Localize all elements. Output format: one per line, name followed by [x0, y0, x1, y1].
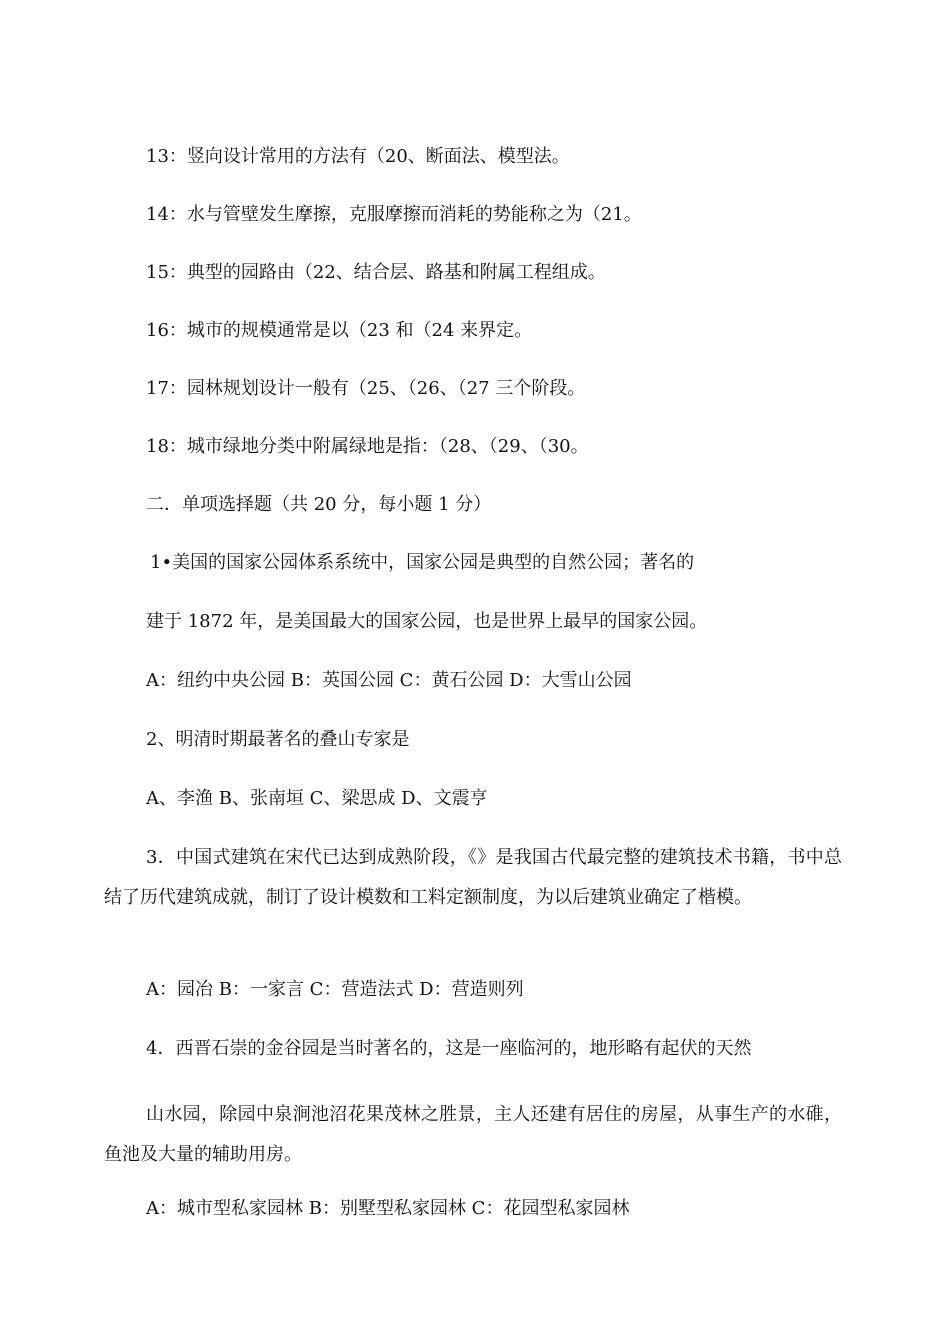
- question-1-stem: 1•美国的国家公园体系系统中，国家公园是典型的自然公园；著名的: [150, 552, 695, 573]
- question-3-stem: 3．中国式建筑在宋代已达到成熟阶段，《》是我国古代最完整的建筑技术书籍，书中总结了历代建筑成就，制订了设计模数和工料定额制度，为以后建筑业确定了楷模。: [104, 847, 842, 908]
- question-4-options: A：城市型私家园林 B：别墅型私家园林 C：花园型私家园林: [146, 1198, 630, 1219]
- section-title: 二．单项选择题（共 20 分，每小题 1 分）: [146, 494, 492, 515]
- fill-blank-15: 15：典型的园路由（22、结合层、路基和附属工程组成。: [146, 262, 606, 283]
- fill-blank-16: 16：城市的规模通常是以（23 和（24 来界定。: [146, 320, 533, 341]
- question-4-stem-continued: 山水园，除园中泉涧池沼花果茂林之胜景，主人还建有居住的房屋，从事生产的水碓，鱼池及大量的辅助用房。: [104, 1104, 842, 1165]
- question-1-stem-continued: 建于 1872 年，是美国最大的国家公园，也是世界上最早的国家公园。: [146, 611, 708, 632]
- question-4-stem: 4．西晋石崇的金谷园是当时著名的，这是一座临河的，地形略有起伏的天然: [146, 1038, 752, 1059]
- question-3-options: A：园冶 B：一家言 C：营造法式 D：营造则列: [146, 979, 524, 1000]
- fill-blank-14: 14：水与管壁发生摩擦，克服摩擦而消耗的势能称之为（21。: [146, 204, 642, 225]
- question-2-options: A、李渔 B、张南垣 C、梁思成 D、文震亨: [146, 788, 488, 809]
- question-1-options: A：纽约中央公园 B：英国公园 C：黄石公园 D：大雪山公园: [146, 670, 632, 691]
- fill-blank-13: 13：竖向设计常用的方法有（20、断面法、模型法。: [146, 146, 570, 167]
- fill-blank-17: 17：园林规划设计一般有（25、（26、（27 三个阶段。: [146, 378, 586, 399]
- question-2-stem: 2、明清时期最著名的叠山专家是: [146, 729, 410, 750]
- fill-blank-18: 18：城市绿地分类中附属绿地是指：（28、（29、（30。: [146, 436, 589, 457]
